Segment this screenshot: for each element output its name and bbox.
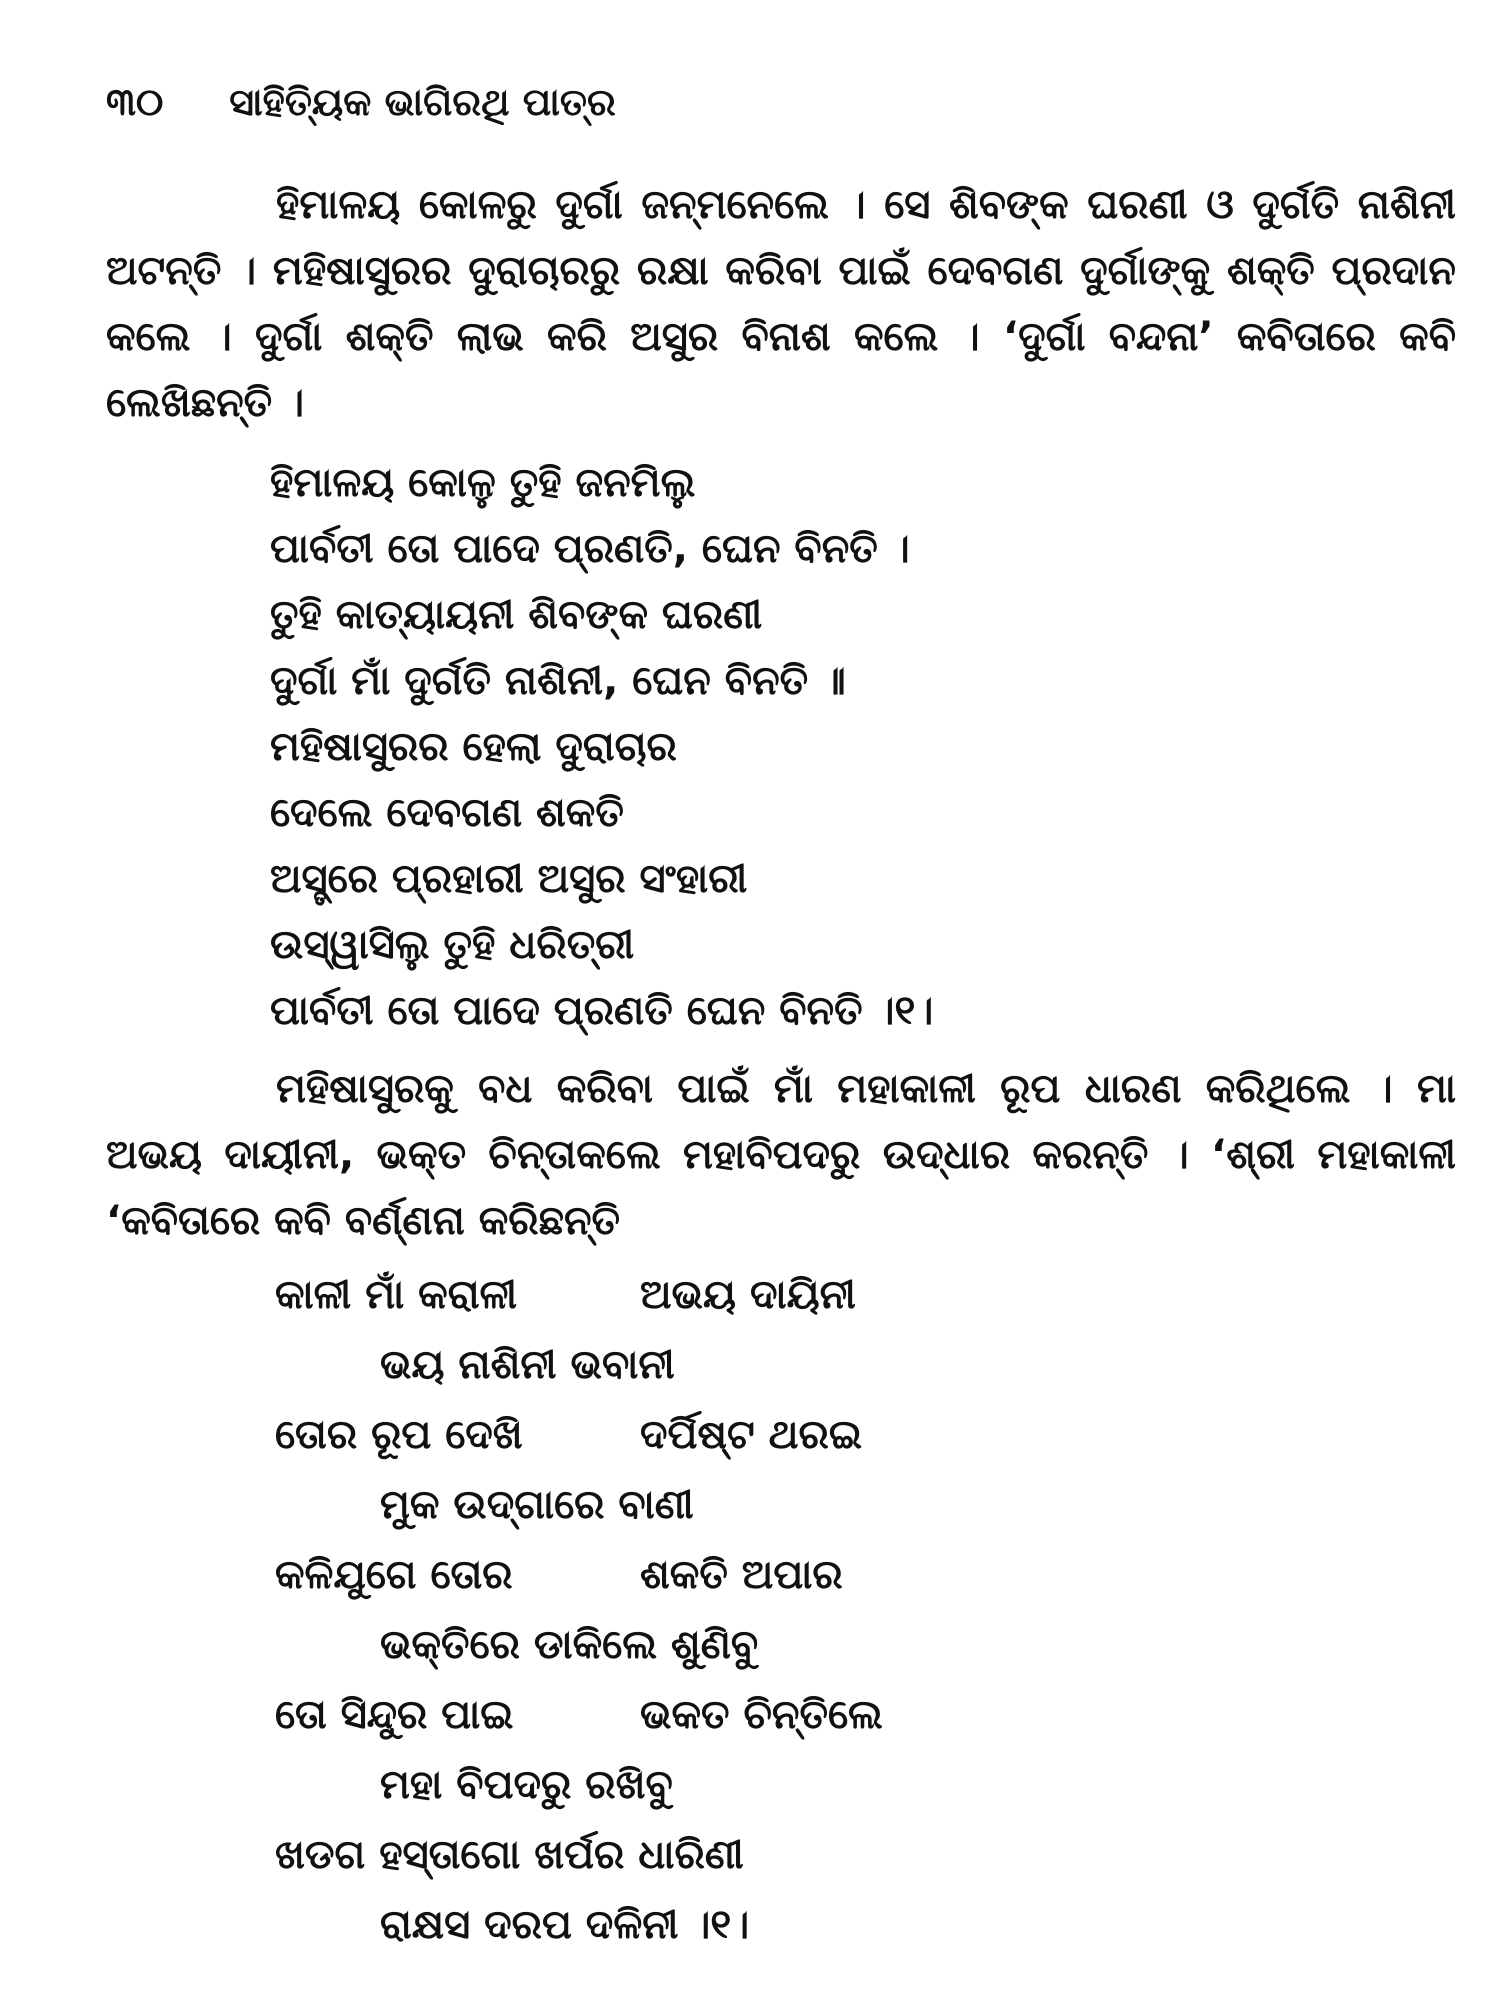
poem-durga-bandana bbox=[270, 450, 933, 1044]
poem-line: ଦେଲେ ଦେବଗଣ ଶକତି bbox=[270, 790, 624, 836]
page-header bbox=[106, 80, 616, 125]
paragraph-1-text: ହିମାଳୟ କୋଳରୁ ଦୁର୍ଗା ଜନ୍ମନେଲେ । ସେ ଶିବଙ୍କ ଘରଣୀ ଓ ଦୁର୍ଗତି ନାଶିନୀ ଅଟନ୍ତି । ମହିଷାସୁରର ଦୁରାଚାରରୁ ରକ୍ଷା କରିବା ପାଇଁ ଦେବଗଣ ଦୁର୍ଗାଙ୍କୁ ଶକ୍ତି ପ୍ରଦାନ କଲେ । ଦୁର୍ଗା ଶକ୍ତି ଲାଭ କରି ଅସୁର ବିନାଶ କଲେ । ‘ଦୁର୍ଗା ବନ୍ଦନା’ କବିତାରେ କବି ଲେଖିଛନ୍ତି । bbox=[106, 182, 1456, 426]
poem-line: ହିମାଳୟ କୋଳୁ ତୁହି ଜନମିଲୁ bbox=[270, 460, 696, 506]
poem-line: କାଳୀ ମାଁ କରାଳୀ bbox=[275, 1272, 518, 1318]
poem-line: ମହିଷାସୁରର ହେଲା ଦୁରାଚାର bbox=[270, 724, 677, 770]
poem-line: ଉସ୍ୱାସିଲୁ ତୁହି ଧରିତ୍ରୀ bbox=[270, 922, 635, 968]
paragraph-2 bbox=[106, 1056, 1456, 1254]
poem-line: ତୁହି କାତ୍ୟାୟନୀ ଶିବଙ୍କ ଘରଣୀ bbox=[270, 592, 763, 638]
poem-line: କଳିଯୁଗେ ତୋର bbox=[275, 1552, 513, 1598]
poem-line: ପାର୍ବତୀ ତୋ ପାଦେ ପ୍ରଣତି, ଘେନ ବିନତି । bbox=[270, 526, 910, 572]
book-title: ସାହିତ୍ୟିକ ଭାଗିରଥି ପାତ୍ର bbox=[229, 80, 616, 124]
poem-line: ଶକତି ଅପାର bbox=[640, 1552, 843, 1598]
poem-line: ଅଭୟ ଦାୟିନୀ bbox=[640, 1272, 856, 1318]
poem-line: ତୋ ସିନ୍ଦୁର ପାଇ bbox=[275, 1692, 514, 1738]
poem-line: ମହା ବିପଦରୁ ରଖିବୁ bbox=[380, 1762, 673, 1808]
poem-line: ଭକ୍ତିରେ ଡାକିଲେ ଶୁଣିବୁ bbox=[380, 1622, 759, 1668]
paragraph-1 bbox=[106, 172, 1456, 436]
poem-line: ଅସ୍ତ୍ରେ ପ୍ରହାରୀ ଅସୁର ସଂହାରୀ bbox=[270, 856, 748, 902]
poem-line: ଭୟ ନାଶିନୀ ଭବାନୀ bbox=[380, 1342, 675, 1388]
page-number: ୩୦ bbox=[106, 80, 164, 124]
poem-line: ଭକତ ଚିନ୍ତିଲେ bbox=[640, 1692, 883, 1738]
paragraph-2-text: ମହିଷାସୁରକୁ ବଧ କରିବା ପାଇଁ ମାଁ ମହାକାଳୀ ରୂପ ଧାରଣ କରିଥିଲେ । ମା ଅଭୟ ଦାୟୀନୀ, ଭକ୍ତ ଚିନ୍ତାକଲେ ମହାବିପଦରୁ ଉଦ୍ଧାର କରନ୍ତି । ‘ଶ୍ରୀ ମହାକାଳୀ ‘କବିତାରେ କବି ବର୍ଣ୍ଣନା କରିଛନ୍ତି bbox=[106, 1066, 1456, 1244]
poem-line: ଦୁର୍ଗା ମାଁ ଦୁର୍ଗତି ନାଶିନୀ, ଘେନ ବିନତି ॥ bbox=[270, 658, 846, 704]
poem-line: ରାକ୍ଷସ ଦରପ ଦଳିନୀ ।୧। bbox=[380, 1902, 750, 1948]
poem-line: ଦର୍ପିଷ୍ଟ ଥରଇ bbox=[640, 1412, 863, 1458]
poem-line: ପାର୍ବତୀ ତୋ ପାଦେ ପ୍ରଣତି ଘେନ ବିନତି ।୧। bbox=[270, 988, 934, 1034]
poem-line: ଖଡଗ ହସ୍ତାଗୋ ଖର୍ପର ଧାରିଣୀ bbox=[275, 1832, 744, 1878]
poem-line: ତୋର ରୂପ ଦେଖି bbox=[275, 1412, 523, 1458]
poem-line: ମୁକ ଉଦ୍‌ଗାରେ ବାଣୀ bbox=[380, 1482, 694, 1528]
